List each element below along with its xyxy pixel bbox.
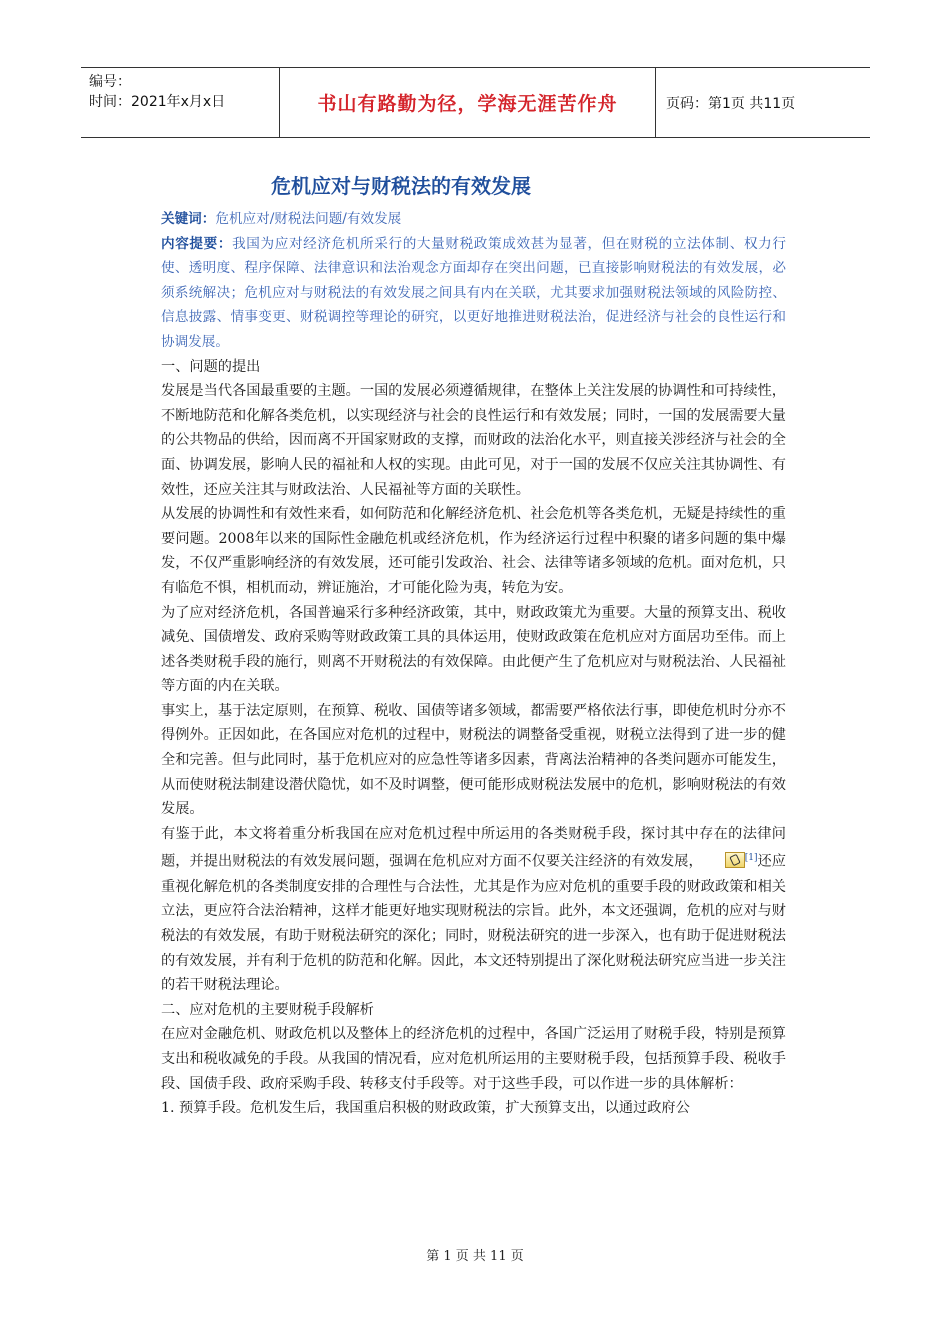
page-footer: 第 1 页 共 11 页 bbox=[426, 1249, 524, 1264]
paragraph-6: 在应对金融危机、财政危机以及整体上的经济危机的过程中，各国广泛运用了财税手段，特别是预算支出和税收减免的手段。从我国的情况看，应对危机所运用的主要财税手段，包括预算手段、税收手段、国债手段、政府采购手段、转移支付手段等。对于这些手段，可以作进一步的具体解析： bbox=[161, 1026, 786, 1092]
keywords-text: 危机应对/财税法问题/有效发展 bbox=[215, 211, 402, 227]
document-title bbox=[0, 170, 950, 199]
section-heading-1: 一、问题的提出 bbox=[161, 358, 261, 375]
keywords bbox=[161, 207, 786, 232]
abstract bbox=[161, 232, 786, 355]
footnote-ref[interactable]: [1] bbox=[744, 853, 758, 864]
section-heading-2: 二、应对危机的主要财税手段解析 bbox=[161, 1001, 374, 1018]
document-body bbox=[161, 207, 786, 1121]
header-page-info: 页码：第1页 共11页 bbox=[666, 95, 796, 112]
paragraph-5-before: 有鉴于此，本文将着重分析我国在应对危机过程中所运用的各类财税手段，探讨其中存在的法律问题，并提出财税法的有效发展问题，强调在危机应对方面不仅要关注经济的有效发展， bbox=[161, 825, 786, 871]
document-title-text: 危机应对与财税法的有效发展 bbox=[271, 174, 531, 198]
header-meta bbox=[81, 68, 279, 137]
keywords-label: 关键词： bbox=[161, 211, 216, 227]
paragraph-1: 发展是当代各国最重要的主题。一国的发展必须遵循规律，在整体上关注发展的协调性和可持续性，不断地防范和化解各类危机，以实现经济与社会的良性运行和有效发展；同时，一国的发展需要大量的公共物品的供给，因而离不开国家财政的支撑，而财政的法治化水平，则直接关涉经济与社会的全面、协调发展，影响人民的福祉和人权的实现。由此可见，对于一国的发展不仅应关注其协调性、有效性，还应关注其与财政法治、人民福祉等方面的关联性。 bbox=[161, 383, 786, 498]
paragraph-5 bbox=[161, 822, 786, 998]
abstract-text: 我国为应对经济危机所采行的大量财税政策成效甚为显著，但在财税的立法体制、权力行使、透明度、程序保障、法律意识和法治观念方面却存在突出问题，已直接影响财税法的有效发展，必须系统解决；危机应对与财税法的有效发展之间具有内在关联，尤其要求加强财税法领域的风险防控、信息披露、情事变更、财税调控等理论的研究，以更好地推进财税法治，促进经济与社会的良性运行和协调发展。 bbox=[161, 235, 786, 350]
document-header bbox=[81, 67, 870, 138]
paragraph-7: 1. 预算手段。危机发生后，我国重启积极的财政政策，扩大预算支出，以通过政府公 bbox=[161, 1100, 690, 1117]
paragraph-2: 从发展的协调性和有效性来看，如何防范和化解经济危机、社会危机等各类危机，无疑是持续性的重要问题。2008年以来的国际性金融危机或经济危机，作为经济运行过程中积聚的诸多问题的集中爆发，不仅严重影响经济的有效发展，还可能引发政治、社会、法律等诸多领域的危机。面对危机，只有临危不惧，相机而动，辨证施治，才可能化险为夷，转危为安。 bbox=[161, 506, 786, 596]
paragraph-3: 为了应对经济危机，各国普遍采行多种经济政策，其中，财政政策尤为重要。大量的预算支出、税收减免、国债增发、政府采购等财政政策工具的具体运用，使财政政策在危机应对方面居功至伟。而上述各类财税手段的施行，则离不开财税法的有效保障。由此便产生了危机应对与财税法治、人民福祉等方面的内在关联。 bbox=[161, 604, 786, 695]
header-motto: 书山有路勤为径，学海无涯苦作舟 bbox=[279, 68, 656, 137]
paragraph-4: 事实上，基于法定原则，在预算、税收、国债等诸多领域，都需要严格依法行事，即使危机时分亦不得例外。正因如此，在各国应对危机的过程中，财税法的调整备受重视，财税立法得到了进一步的健全和完善。但与此同时，基于危机应对的应急性等诸多因素，背离法治精神的各类问题亦可能发生，从而使财税法制建设潜伏隐忧，如不及时调整，便可能形成财税法发展中的危机，影响财税法的有效发展。 bbox=[161, 702, 786, 818]
paragraph-5-after: 还应重视化解危机的各类制度安排的合理性与合法性，尤其是作为应对危机的重要手段的财政政策和相关立法，更应符合法治精神，这样才能更好地实现财税法的宗旨。此外，本文还强调，危机的应对与财税法的有效发展，有助于财税法研究的深化；同时，财税法研究的进一步深入，也有助于促进财税法的有效发展，并有利于危机的防范和化解。因此，本文还特别提出了深化财税法研究应当进一步关注的若干财税法理论。 bbox=[161, 854, 786, 994]
document-date: 时间：2021年x月x日 bbox=[89, 94, 226, 110]
footnote-icon[interactable] bbox=[725, 852, 745, 868]
abstract-label: 内容提要： bbox=[161, 235, 233, 252]
document-number: 编号： bbox=[89, 74, 131, 90]
